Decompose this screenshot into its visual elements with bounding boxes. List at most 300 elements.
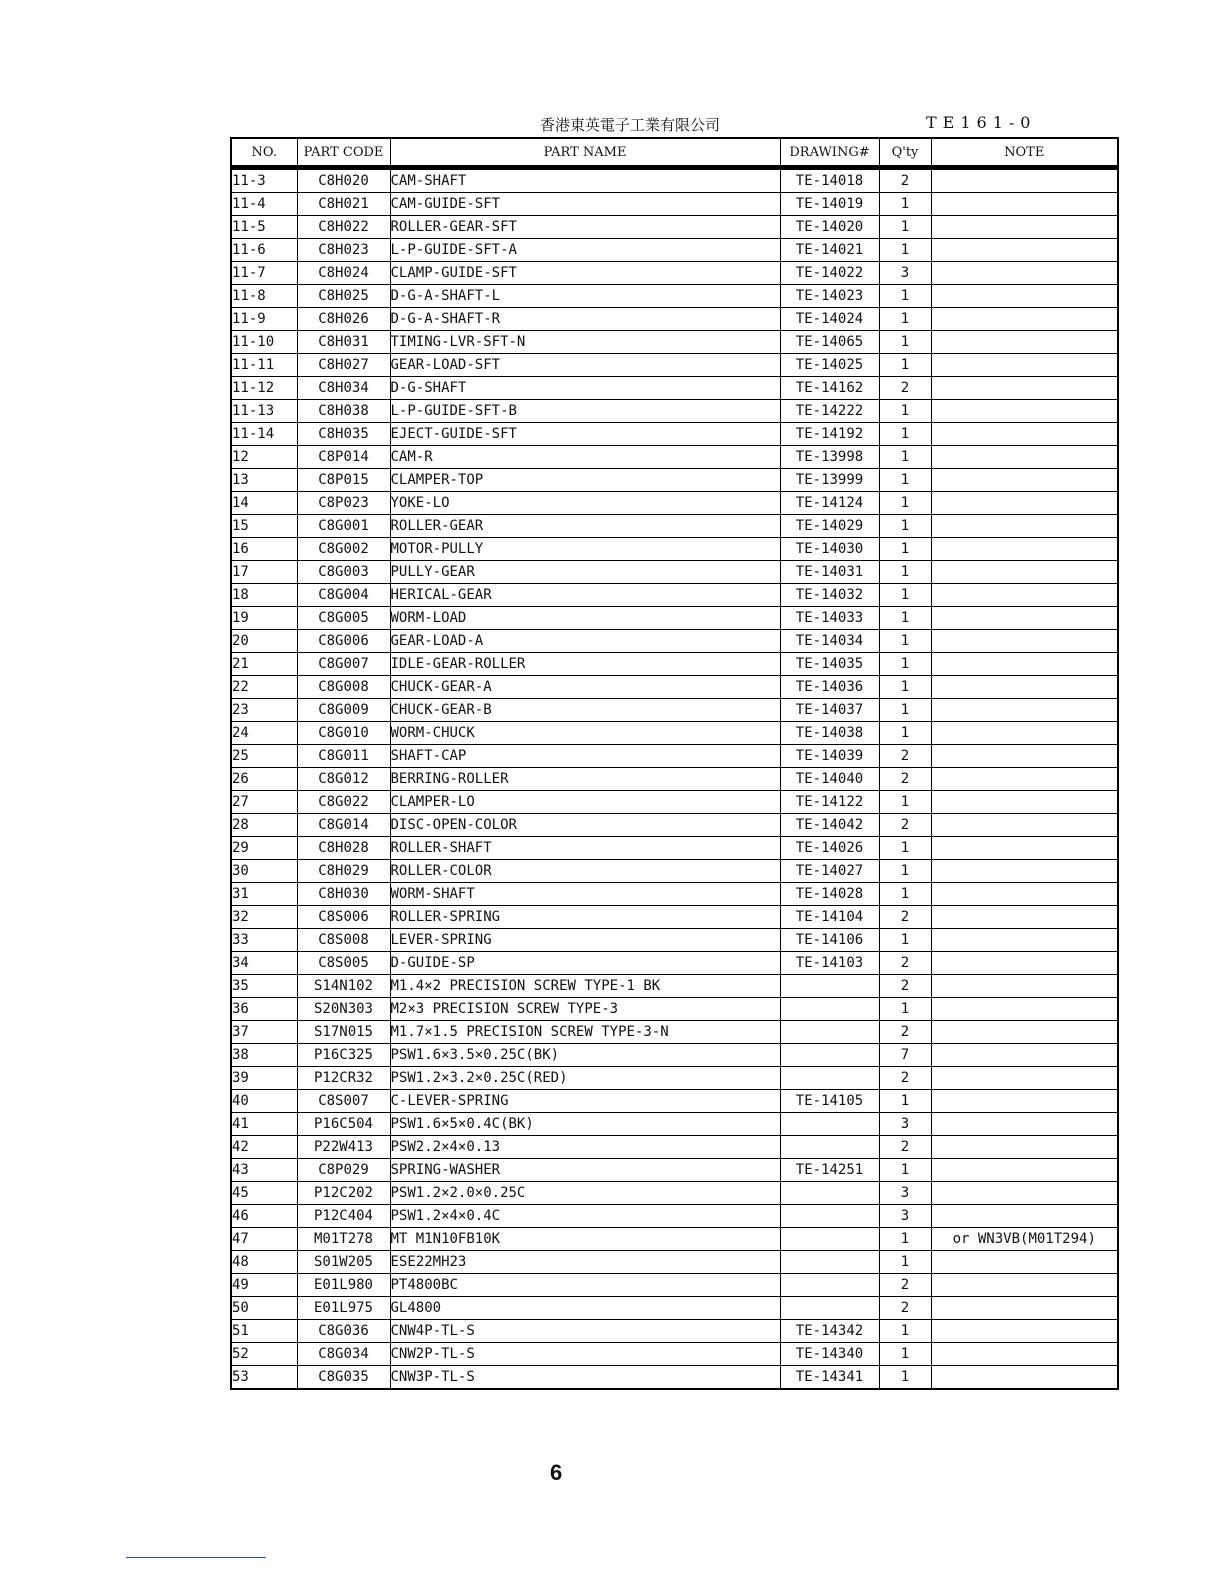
cell-drawing (780, 1274, 879, 1297)
cell-note (931, 1067, 1118, 1090)
cell-part-code: C8S005 (297, 952, 390, 975)
table-row (231, 929, 1118, 952)
cell-drawing (780, 1228, 879, 1251)
cell-part-name: CAM-R (390, 446, 780, 469)
cell-qty: 1 (879, 607, 931, 630)
cell-note (931, 1182, 1118, 1205)
table-row (231, 791, 1118, 814)
cell-qty: 2 (879, 1274, 931, 1297)
table-row (231, 1182, 1118, 1205)
cell-no: 40 (231, 1090, 297, 1113)
cell-no: 19 (231, 607, 297, 630)
cell-part-name: PT4800BC (390, 1274, 780, 1297)
cell-drawing: TE-14030 (780, 538, 879, 561)
cell-part-code: C8G011 (297, 745, 390, 768)
cell-no: 36 (231, 998, 297, 1021)
cell-note (931, 607, 1118, 630)
cell-part-name: MOTOR-PULLY (390, 538, 780, 561)
table-row (231, 653, 1118, 676)
cell-qty: 1 (879, 446, 931, 469)
cell-part-code: E01L980 (297, 1274, 390, 1297)
cell-qty: 1 (879, 1320, 931, 1343)
cell-drawing (780, 1251, 879, 1274)
cell-part-code: M01T278 (297, 1228, 390, 1251)
cell-qty: 1 (879, 538, 931, 561)
cell-qty: 2 (879, 377, 931, 400)
cell-part-name: PSW1.2×3.2×0.25C(RED) (390, 1067, 780, 1090)
cell-qty: 1 (879, 1159, 931, 1182)
cell-part-code: C8G009 (297, 699, 390, 722)
cell-part-name: SHAFT-CAP (390, 745, 780, 768)
cell-qty: 1 (879, 653, 931, 676)
cell-note (931, 745, 1118, 768)
cell-drawing: TE-14105 (780, 1090, 879, 1113)
cell-part-name: WORM-SHAFT (390, 883, 780, 906)
cell-qty: 1 (879, 699, 931, 722)
cell-qty: 1 (879, 676, 931, 699)
cell-qty: 1 (879, 837, 931, 860)
cell-note (931, 193, 1118, 216)
cell-part-name: CAM-GUIDE-SFT (390, 193, 780, 216)
cell-drawing: TE-14033 (780, 607, 879, 630)
cell-note (931, 446, 1118, 469)
cell-part-name: WORM-LOAD (390, 607, 780, 630)
cell-no: 49 (231, 1274, 297, 1297)
cell-part-name: LEVER-SPRING (390, 929, 780, 952)
cell-qty: 1 (879, 193, 931, 216)
table-row (231, 168, 1118, 193)
table-row (231, 722, 1118, 745)
cell-part-code: C8G022 (297, 791, 390, 814)
cell-note (931, 1343, 1118, 1366)
cell-part-name: CNW2P-TL-S (390, 1343, 780, 1366)
cell-drawing: TE-14022 (780, 262, 879, 285)
cell-qty: 3 (879, 1113, 931, 1136)
cell-drawing (780, 998, 879, 1021)
cell-note (931, 791, 1118, 814)
table-row (231, 1228, 1118, 1251)
cell-part-code: C8H025 (297, 285, 390, 308)
cell-no: 34 (231, 952, 297, 975)
cell-qty: 7 (879, 1044, 931, 1067)
cell-drawing (780, 1113, 879, 1136)
cell-drawing (780, 975, 879, 998)
table-row (231, 515, 1118, 538)
cell-part-name: CHUCK-GEAR-A (390, 676, 780, 699)
cell-qty: 2 (879, 952, 931, 975)
column-header-part-name: PART NAME (390, 138, 780, 168)
cell-no: 11-8 (231, 285, 297, 308)
cell-drawing: TE-14019 (780, 193, 879, 216)
cell-note (931, 285, 1118, 308)
cell-qty: 2 (879, 1297, 931, 1320)
cell-no: 20 (231, 630, 297, 653)
parts-table-body (231, 168, 1118, 1390)
cell-part-name: EJECT-GUIDE-SFT (390, 423, 780, 446)
cell-qty: 3 (879, 1205, 931, 1228)
cell-qty: 1 (879, 515, 931, 538)
cell-part-name: PULLY-GEAR (390, 561, 780, 584)
cell-qty: 1 (879, 722, 931, 745)
cell-no: 11-9 (231, 308, 297, 331)
cell-part-name: HERICAL-GEAR (390, 584, 780, 607)
table-row (231, 423, 1118, 446)
cell-note (931, 883, 1118, 906)
cell-drawing: TE-14037 (780, 699, 879, 722)
cell-part-name: D-G-A-SHAFT-L (390, 285, 780, 308)
table-row (231, 538, 1118, 561)
cell-qty: 2 (879, 768, 931, 791)
cell-part-code: C8G001 (297, 515, 390, 538)
cell-no: 11-7 (231, 262, 297, 285)
cell-qty: 2 (879, 975, 931, 998)
cell-drawing: TE-13999 (780, 469, 879, 492)
cell-part-code: P16C504 (297, 1113, 390, 1136)
cell-part-code: C8H024 (297, 262, 390, 285)
table-header-row (231, 138, 1118, 168)
cell-part-name: M1.4×2 PRECISION SCREW TYPE-1 BK (390, 975, 780, 998)
cell-qty: 1 (879, 1090, 931, 1113)
cell-part-code: C8H027 (297, 354, 390, 377)
cell-note (931, 653, 1118, 676)
cell-part-code: P16C325 (297, 1044, 390, 1067)
table-row (231, 1136, 1118, 1159)
table-row (231, 676, 1118, 699)
cell-part-code: S01W205 (297, 1251, 390, 1274)
cell-drawing: TE-14106 (780, 929, 879, 952)
table-row (231, 998, 1118, 1021)
cell-drawing: TE-14036 (780, 676, 879, 699)
cell-note (931, 168, 1118, 193)
cell-no: 33 (231, 929, 297, 952)
table-row (231, 837, 1118, 860)
cell-drawing: TE-14038 (780, 722, 879, 745)
table-row (231, 1205, 1118, 1228)
cell-part-code: C8P014 (297, 446, 390, 469)
cell-drawing (780, 1205, 879, 1228)
cell-part-code: P12CR32 (297, 1067, 390, 1090)
cell-part-code: C8G002 (297, 538, 390, 561)
cell-part-name: WORM-CHUCK (390, 722, 780, 745)
cell-drawing: TE-14034 (780, 630, 879, 653)
cell-note (931, 1021, 1118, 1044)
column-header-part-code: PART CODE (297, 138, 390, 168)
cell-note (931, 676, 1118, 699)
cell-note (931, 400, 1118, 423)
cell-no: 25 (231, 745, 297, 768)
cell-drawing: TE-14042 (780, 814, 879, 837)
table-row (231, 308, 1118, 331)
table-row (231, 1113, 1118, 1136)
cell-part-name: ROLLER-GEAR (390, 515, 780, 538)
table-row (231, 584, 1118, 607)
cell-note (931, 515, 1118, 538)
cell-part-name: IDLE-GEAR-ROLLER (390, 653, 780, 676)
cell-part-code: P12C202 (297, 1182, 390, 1205)
cell-no: 11-10 (231, 331, 297, 354)
cell-no: 13 (231, 469, 297, 492)
cell-part-name: ROLLER-COLOR (390, 860, 780, 883)
column-header-qty: Q'ty (879, 138, 931, 168)
cell-part-code: C8G007 (297, 653, 390, 676)
cell-part-name: D-GUIDE-SP (390, 952, 780, 975)
cell-part-name: M2×3 PRECISION SCREW TYPE-3 (390, 998, 780, 1021)
cell-no: 52 (231, 1343, 297, 1366)
cell-part-code: C8G008 (297, 676, 390, 699)
cell-no: 11-12 (231, 377, 297, 400)
cell-qty: 1 (879, 1228, 931, 1251)
cell-no: 22 (231, 676, 297, 699)
cell-part-code: P12C404 (297, 1205, 390, 1228)
cell-part-name: MT M1N10FB10K (390, 1228, 780, 1251)
cell-note (931, 837, 1118, 860)
cell-drawing: TE-14342 (780, 1320, 879, 1343)
cell-part-name: ROLLER-GEAR-SFT (390, 216, 780, 239)
table-row (231, 952, 1118, 975)
cell-no: 21 (231, 653, 297, 676)
cell-part-name: D-G-A-SHAFT-R (390, 308, 780, 331)
cell-part-code: C8P015 (297, 469, 390, 492)
cell-drawing: TE-14018 (780, 168, 879, 193)
cell-no: 45 (231, 1182, 297, 1205)
cell-no: 48 (231, 1251, 297, 1274)
table-row (231, 1251, 1118, 1274)
cell-drawing: TE-14020 (780, 216, 879, 239)
table-row (231, 1159, 1118, 1182)
cell-note (931, 906, 1118, 929)
cell-no: 51 (231, 1320, 297, 1343)
cell-part-code: S17N015 (297, 1021, 390, 1044)
cell-part-code: C8H035 (297, 423, 390, 446)
cell-part-name: ROLLER-SPRING (390, 906, 780, 929)
table-row (231, 377, 1118, 400)
cell-part-name: PSW1.2×2.0×0.25C (390, 1182, 780, 1205)
cell-part-name: CAM-SHAFT (390, 168, 780, 193)
cell-note (931, 492, 1118, 515)
cell-drawing (780, 1067, 879, 1090)
cell-part-name: CHUCK-GEAR-B (390, 699, 780, 722)
cell-note (931, 1044, 1118, 1067)
cell-qty: 2 (879, 814, 931, 837)
cell-note: or WN3VB(M01T294) (931, 1228, 1118, 1251)
cell-drawing: TE-14251 (780, 1159, 879, 1182)
cell-drawing (780, 1297, 879, 1320)
cell-note (931, 768, 1118, 791)
column-header-drawing: DRAWING# (780, 138, 879, 168)
cell-part-code: C8G010 (297, 722, 390, 745)
cell-part-code: P22W413 (297, 1136, 390, 1159)
cell-no: 31 (231, 883, 297, 906)
cell-no: 46 (231, 1205, 297, 1228)
table-row (231, 1343, 1118, 1366)
cell-no: 11-11 (231, 354, 297, 377)
cell-no: 53 (231, 1366, 297, 1390)
cell-part-name: M1.7×1.5 PRECISION SCREW TYPE-3-N (390, 1021, 780, 1044)
cell-part-code: C8H031 (297, 331, 390, 354)
cell-qty: 1 (879, 469, 931, 492)
cell-part-code: S14N102 (297, 975, 390, 998)
cell-drawing: TE-14031 (780, 561, 879, 584)
cell-qty: 2 (879, 1067, 931, 1090)
cell-note (931, 952, 1118, 975)
table-row (231, 262, 1118, 285)
cell-part-name: GEAR-LOAD-A (390, 630, 780, 653)
cell-no: 11-13 (231, 400, 297, 423)
table-row (231, 561, 1118, 584)
cell-qty: 1 (879, 883, 931, 906)
table-row (231, 630, 1118, 653)
cell-part-code: E01L975 (297, 1297, 390, 1320)
parts-list-table (230, 137, 1119, 1390)
cell-qty: 1 (879, 1343, 931, 1366)
table-row (231, 285, 1118, 308)
table-row (231, 1297, 1118, 1320)
cell-no: 26 (231, 768, 297, 791)
cell-drawing: TE-14222 (780, 400, 879, 423)
cell-part-name: L-P-GUIDE-SFT-A (390, 239, 780, 262)
cell-part-code: C8G004 (297, 584, 390, 607)
cell-no: 35 (231, 975, 297, 998)
cell-no: 43 (231, 1159, 297, 1182)
cell-note (931, 216, 1118, 239)
cell-no: 11-3 (231, 168, 297, 193)
cell-note (931, 630, 1118, 653)
cell-qty: 1 (879, 561, 931, 584)
cell-no: 42 (231, 1136, 297, 1159)
table-row (231, 1366, 1118, 1390)
cell-qty: 1 (879, 216, 931, 239)
cell-qty: 1 (879, 285, 931, 308)
table-row (231, 1320, 1118, 1343)
cell-drawing: TE-14341 (780, 1366, 879, 1390)
cell-note (931, 1274, 1118, 1297)
cell-no: 11-6 (231, 239, 297, 262)
cell-part-name: C-LEVER-SPRING (390, 1090, 780, 1113)
cell-qty: 1 (879, 584, 931, 607)
cell-part-name: GL4800 (390, 1297, 780, 1320)
cell-part-name: ESE22MH23 (390, 1251, 780, 1274)
table-row (231, 883, 1118, 906)
cell-part-name: CLAMPER-LO (390, 791, 780, 814)
table-row (231, 446, 1118, 469)
cell-note (931, 1090, 1118, 1113)
cell-part-code: C8H038 (297, 400, 390, 423)
cell-drawing (780, 1021, 879, 1044)
table-row (231, 193, 1118, 216)
footer-rule (126, 1557, 266, 1558)
cell-note (931, 722, 1118, 745)
cell-part-name: YOKE-LO (390, 492, 780, 515)
cell-part-name: L-P-GUIDE-SFT-B (390, 400, 780, 423)
table-row (231, 354, 1118, 377)
cell-drawing: TE-14029 (780, 515, 879, 538)
table-row (231, 239, 1118, 262)
cell-drawing: TE-14039 (780, 745, 879, 768)
table-row (231, 1044, 1118, 1067)
page-number: 6 (550, 1460, 563, 1485)
cell-no: 41 (231, 1113, 297, 1136)
cell-note (931, 584, 1118, 607)
cell-note (931, 377, 1118, 400)
cell-drawing: TE-14104 (780, 906, 879, 929)
cell-drawing: TE-14122 (780, 791, 879, 814)
cell-no: 11-5 (231, 216, 297, 239)
cell-part-name: PSW1.6×5×0.4C(BK) (390, 1113, 780, 1136)
cell-part-name: CNW3P-TL-S (390, 1366, 780, 1390)
cell-qty: 2 (879, 906, 931, 929)
cell-note (931, 469, 1118, 492)
table-row (231, 607, 1118, 630)
cell-drawing: TE-14032 (780, 584, 879, 607)
table-row (231, 906, 1118, 929)
cell-note (931, 538, 1118, 561)
cell-note (931, 239, 1118, 262)
cell-note (931, 1366, 1118, 1390)
column-header-no: NO. (231, 138, 297, 168)
cell-part-code: C8G034 (297, 1343, 390, 1366)
cell-note (931, 975, 1118, 998)
table-row (231, 975, 1118, 998)
cell-part-code: C8S006 (297, 906, 390, 929)
table-row (231, 492, 1118, 515)
cell-qty: 3 (879, 262, 931, 285)
cell-qty: 1 (879, 630, 931, 653)
table-row (231, 860, 1118, 883)
company-name: 香港東英電子工業有限公司 (540, 116, 721, 134)
cell-no: 50 (231, 1297, 297, 1320)
cell-part-code: C8H030 (297, 883, 390, 906)
cell-drawing: TE-14023 (780, 285, 879, 308)
cell-part-code: C8H029 (297, 860, 390, 883)
cell-no: 39 (231, 1067, 297, 1090)
cell-part-code: C8H021 (297, 193, 390, 216)
cell-drawing: TE-14035 (780, 653, 879, 676)
cell-note (931, 561, 1118, 584)
cell-drawing: TE-14162 (780, 377, 879, 400)
cell-qty: 1 (879, 308, 931, 331)
cell-note (931, 1251, 1118, 1274)
cell-no: 28 (231, 814, 297, 837)
cell-part-name: CLAMPER-TOP (390, 469, 780, 492)
cell-drawing (780, 1044, 879, 1067)
cell-qty: 1 (879, 998, 931, 1021)
cell-part-code: C8P023 (297, 492, 390, 515)
cell-qty: 2 (879, 745, 931, 768)
cell-note (931, 929, 1118, 952)
table-row (231, 1021, 1118, 1044)
cell-part-name: SPRING-WASHER (390, 1159, 780, 1182)
table-row (231, 1090, 1118, 1113)
cell-no: 47 (231, 1228, 297, 1251)
cell-part-code: C8G035 (297, 1366, 390, 1390)
cell-part-name: CNW4P-TL-S (390, 1320, 780, 1343)
cell-part-code: C8G036 (297, 1320, 390, 1343)
table-row (231, 768, 1118, 791)
cell-no: 30 (231, 860, 297, 883)
cell-qty: 1 (879, 860, 931, 883)
cell-drawing: TE-14024 (780, 308, 879, 331)
cell-note (931, 998, 1118, 1021)
cell-drawing: TE-14040 (780, 768, 879, 791)
cell-no: 29 (231, 837, 297, 860)
cell-qty: 1 (879, 400, 931, 423)
cell-part-name: PSW1.2×4×0.4C (390, 1205, 780, 1228)
cell-drawing (780, 1182, 879, 1205)
cell-qty: 1 (879, 1366, 931, 1390)
column-header-note: NOTE (931, 138, 1118, 168)
cell-note (931, 1297, 1118, 1320)
cell-part-code: C8H023 (297, 239, 390, 262)
